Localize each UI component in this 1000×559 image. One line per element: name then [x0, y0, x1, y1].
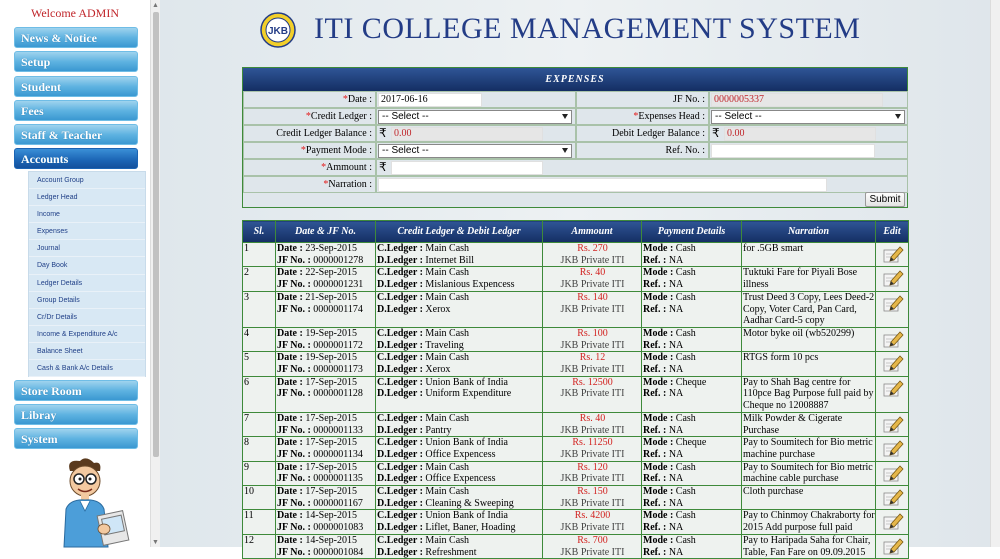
- edit-icon[interactable]: [882, 487, 904, 507]
- menu-student[interactable]: Student: [14, 76, 138, 97]
- app-title: ITI COLLEGE MANAGEMENT SYSTEM: [314, 12, 861, 45]
- menu-libray[interactable]: Libray: [14, 404, 138, 425]
- menu-staff-teacher[interactable]: Staff & Teacher: [14, 124, 138, 145]
- table-row: [243, 291, 909, 327]
- row-amount: Rs. 150 JKB Private ITI: [543, 486, 642, 510]
- row-edit: [876, 327, 909, 351]
- row-date-jf: Date : 17-Sep-2015 JF No. : 0000001135: [276, 461, 376, 485]
- page-scrollbar[interactable]: [990, 0, 1000, 547]
- edit-icon[interactable]: [882, 414, 904, 434]
- row-edit: [876, 376, 909, 412]
- date-label: *Date :: [243, 91, 376, 108]
- row-sl: 6: [243, 376, 276, 412]
- submenu-expenses[interactable]: Expenses: [29, 223, 145, 240]
- amount-input[interactable]: [391, 161, 543, 175]
- scroll-down-icon[interactable]: ▼: [152, 538, 159, 546]
- menu-news-notice[interactable]: News & Notice: [14, 27, 138, 48]
- submenu-income[interactable]: Income: [29, 206, 145, 223]
- menu-accounts[interactable]: Accounts: [14, 148, 138, 169]
- row-payment: Mode : Cheque Ref. : NA: [642, 437, 742, 461]
- row-ledger: C.Ledger : Union Bank of India D.Ledger : Office Expencess: [376, 437, 543, 461]
- header: [160, 10, 990, 50]
- submenu-journal[interactable]: Journal: [29, 240, 145, 257]
- submenu-income-expenditure[interactable]: Income & Expenditure A/c: [29, 326, 145, 343]
- table-row: [243, 461, 909, 485]
- row-edit: [876, 352, 909, 376]
- row-edit: [876, 412, 909, 436]
- row-payment: Mode : Cash Ref. : NA: [642, 461, 742, 485]
- submenu-balance-sheet[interactable]: Balance Sheet: [29, 343, 145, 360]
- row-ledger: C.Ledger : Main Cash D.Ledger : Traveling: [376, 327, 543, 351]
- sidebar-scroll-thumb[interactable]: [153, 12, 159, 457]
- row-sl: 9: [243, 461, 276, 485]
- row-amount: Rs. 100 JKB Private ITI: [543, 327, 642, 351]
- row-sl: 11: [243, 510, 276, 534]
- payment-mode-select[interactable]: -- Select --: [378, 144, 572, 158]
- ref-no-label: Ref. No. :: [576, 142, 709, 159]
- credit-balance-field: 0.00: [391, 127, 543, 141]
- row-date-jf: Date : 14-Sep-2015 JF No. : 0000001083: [276, 510, 376, 534]
- table-row: [243, 376, 909, 412]
- header-sl: Sl.: [243, 221, 276, 243]
- row-narration: for .5GB smart: [742, 243, 876, 267]
- table-row: [243, 437, 909, 461]
- row-ledger: C.Ledger : Main Cash D.Ledger : Xerox: [376, 352, 543, 376]
- table-row: [243, 352, 909, 376]
- table-row: [243, 486, 909, 510]
- row-ledger: C.Ledger : Main Cash D.Ledger : Cleaning & Sweeping: [376, 486, 543, 510]
- rupee-icon: ₹: [379, 126, 387, 140]
- edit-icon[interactable]: [882, 329, 904, 349]
- row-edit: [876, 267, 909, 291]
- row-amount: Rs. 700 JKB Private ITI: [543, 534, 642, 558]
- mascot-illustration: [56, 457, 140, 547]
- chevron-down-icon: [562, 114, 568, 119]
- menu-store-room[interactable]: Store Room: [14, 380, 138, 401]
- row-ledger: C.Ledger : Main Cash D.Ledger : Pantry: [376, 412, 543, 436]
- welcome-text: Welcome ADMIN: [30, 6, 119, 20]
- row-narration: Motor byke oil (wb520299): [742, 327, 876, 351]
- header-date-jf: Date & JF No.: [276, 221, 376, 243]
- row-sl: 12: [243, 534, 276, 558]
- row-narration: Pay to Soumitech for Bio metric machine cable purchase: [742, 461, 876, 485]
- form-title: EXPENSES: [243, 68, 907, 91]
- edit-icon[interactable]: [882, 378, 904, 398]
- row-narration: Tuktuki Fare for Piyali Bose illness: [742, 267, 876, 291]
- row-amount: Rs. 12500 JKB Private ITI: [543, 376, 642, 412]
- payment-mode-label: *Payment Mode :: [243, 142, 376, 159]
- row-ledger: C.Ledger : Union Bank of India D.Ledger : Liflet, Baner, Hoading: [376, 510, 543, 534]
- scroll-up-icon[interactable]: ▲: [152, 1, 159, 9]
- row-ledger: C.Ledger : Main Cash D.Ledger : Xerox: [376, 291, 543, 327]
- row-payment: Mode : Cheque Ref. : NA: [642, 376, 742, 412]
- rupee-icon: ₹: [712, 126, 720, 140]
- edit-icon[interactable]: [882, 463, 904, 483]
- sidebar-scrollbar[interactable]: [150, 0, 160, 547]
- row-payment: Mode : Cash Ref. : NA: [642, 486, 742, 510]
- submenu-ledger-details[interactable]: Ledger Details: [29, 275, 145, 292]
- debit-balance-field: 0.00: [724, 127, 876, 141]
- edit-icon[interactable]: [882, 268, 904, 288]
- row-ledger: C.Ledger : Main Cash D.Ledger : Internet Bill: [376, 243, 543, 267]
- row-date-jf: Date : 17-Sep-2015 JF No. : 0000001134: [276, 437, 376, 461]
- row-edit: [876, 510, 909, 534]
- row-payment: Mode : Cash Ref. : NA: [642, 267, 742, 291]
- table-row: [243, 267, 909, 291]
- table-row: [243, 243, 909, 267]
- row-narration: RTGS form 10 pcs: [742, 352, 876, 376]
- row-edit: [876, 461, 909, 485]
- row-payment: Mode : Cash Ref. : NA: [642, 243, 742, 267]
- row-edit: [876, 534, 909, 558]
- row-payment: Mode : Cash Ref. : NA: [642, 291, 742, 327]
- credit-ledger-label: *Credit Ledger :: [243, 108, 376, 125]
- row-date-jf: Date : 19-Sep-2015 JF No. : 0000001173: [276, 352, 376, 376]
- table-row: [243, 327, 909, 351]
- row-date-jf: Date : 14-Sep-2015 JF No. : 0000001084: [276, 534, 376, 558]
- expenses-form: [242, 67, 908, 208]
- header-edit: Edit: [876, 221, 909, 243]
- row-amount: Rs. 12 JKB Private ITI: [543, 352, 642, 376]
- submenu-group-details[interactable]: Group Details: [29, 292, 145, 309]
- row-amount: Rs. 11250 JKB Private ITI: [543, 437, 642, 461]
- ref-no-input[interactable]: [711, 144, 875, 158]
- table-row: [243, 534, 909, 558]
- chevron-down-icon: [895, 114, 901, 119]
- row-sl: 2: [243, 267, 276, 291]
- header-amount: Ammount: [543, 221, 642, 243]
- date-input[interactable]: 2017-06-16: [378, 93, 482, 107]
- row-payment: Mode : Cash Ref. : NA: [642, 412, 742, 436]
- credit-ledger-select[interactable]: -- Select --: [378, 110, 572, 124]
- logo-text: JKB: [267, 26, 289, 37]
- row-edit: [876, 291, 909, 327]
- header-payment: Payment Details: [642, 221, 742, 243]
- credit-balance-label: Credit Ledger Balance :: [243, 125, 376, 142]
- jf-label: JF No. :: [576, 91, 709, 108]
- row-amount: Rs. 40 JKB Private ITI: [543, 412, 642, 436]
- row-edit: [876, 437, 909, 461]
- row-amount: Rs. 140 JKB Private ITI: [543, 291, 642, 327]
- table-row: [243, 510, 909, 534]
- menu-setup[interactable]: Setup: [14, 51, 138, 72]
- row-edit: [876, 243, 909, 267]
- table-row: [243, 412, 909, 436]
- narration-label: *Narration :: [243, 176, 376, 193]
- row-date-jf: Date : 17-Sep-2015 JF No. : 0000001128: [276, 376, 376, 412]
- row-ledger: C.Ledger : Main Cash D.Ledger : Refreshment: [376, 534, 543, 558]
- row-edit: [876, 486, 909, 510]
- edit-icon[interactable]: [882, 353, 904, 373]
- submenu-day-book[interactable]: Day Book: [29, 257, 145, 274]
- row-payment: Mode : Cash Ref. : NA: [642, 534, 742, 558]
- row-sl: 5: [243, 352, 276, 376]
- row-sl: 7: [243, 412, 276, 436]
- header-narration: Narration: [742, 221, 876, 243]
- college-logo-icon: [260, 12, 296, 48]
- submenu-account-group[interactable]: Account Group: [29, 172, 145, 189]
- row-narration: Pay to Soumitech for Bio metric machine purchase: [742, 437, 876, 461]
- row-sl: 4: [243, 327, 276, 351]
- header-ledger: Credit Ledger & Debit Ledger: [376, 221, 543, 243]
- row-date-jf: Date : 21-Sep-2015 JF No. : 0000001174: [276, 291, 376, 327]
- row-payment: Mode : Cash Ref. : NA: [642, 352, 742, 376]
- row-ledger: C.Ledger : Union Bank of India D.Ledger : Uniform Expenditure: [376, 376, 543, 412]
- accounts-submenu: [28, 171, 146, 377]
- row-narration: Pay to Haripada Saha for Chair, Table, Fan Fare on 09.09.2015: [742, 534, 876, 558]
- row-amount: Rs. 4200 JKB Private ITI: [543, 510, 642, 534]
- main-content: [160, 0, 990, 558]
- row-ledger: C.Ledger : Main Cash D.Ledger : Office Expencess: [376, 461, 543, 485]
- row-date-jf: Date : 23-Sep-2015 JF No. : 0000001278: [276, 243, 376, 267]
- row-sl: 8: [243, 437, 276, 461]
- row-date-jf: Date : 19-Sep-2015 JF No. : 0000001172: [276, 327, 376, 351]
- row-sl: 1: [243, 243, 276, 267]
- row-date-jf: Date : 17-Sep-2015 JF No. : 0000001133: [276, 412, 376, 436]
- row-sl: 10: [243, 486, 276, 510]
- submenu-cr-dr-details[interactable]: Cr/Dr Details: [29, 309, 145, 326]
- expenses-head-label: *Expenses Head :: [576, 108, 709, 125]
- edit-icon[interactable]: [882, 244, 904, 264]
- chevron-down-icon: [562, 148, 568, 153]
- rupee-icon: ₹: [379, 160, 387, 174]
- debit-balance-label: Debit Ledger Balance :: [576, 125, 709, 142]
- row-narration: Pay to Shah Bag centre for 110pce Bag Purpose full paid by Cheque no 12008887: [742, 376, 876, 412]
- row-amount: Rs. 40 JKB Private ITI: [543, 267, 642, 291]
- row-date-jf: Date : 17-Sep-2015 JF No. : 0000001167: [276, 486, 376, 510]
- edit-icon[interactable]: [882, 511, 904, 531]
- submenu-ledger-head[interactable]: Ledger Head: [29, 189, 145, 206]
- edit-icon[interactable]: [882, 536, 904, 556]
- row-amount: Rs. 270 JKB Private ITI: [543, 243, 642, 267]
- menu-fees[interactable]: Fees: [14, 100, 138, 121]
- edit-icon[interactable]: [882, 438, 904, 458]
- menu-system[interactable]: System: [14, 428, 138, 449]
- row-ledger: C.Ledger : Main Cash D.Ledger : Mislanious Expencess: [376, 267, 543, 291]
- sidebar: [0, 0, 150, 547]
- submit-button[interactable]: Submit: [865, 192, 905, 207]
- row-narration: Cloth purchase: [742, 486, 876, 510]
- amount-label: *Ammount :: [243, 159, 376, 176]
- row-amount: Rs. 120 JKB Private ITI: [543, 461, 642, 485]
- row-narration: Trust Deed 3 Copy, Lees Deed-2 Copy, Voter Card, Pan Card, Aadhar Card-5 copy: [743, 291, 875, 327]
- row-payment: Mode : Cash Ref. : NA: [642, 327, 742, 351]
- expenses-table: [242, 220, 908, 558]
- jf-number-field: 0000005337: [711, 93, 883, 107]
- row-payment: Mode : Cash Ref. : NA: [642, 510, 742, 534]
- row-narration: Milk Powder & Cigerate Purchase: [742, 412, 876, 436]
- row-date-jf: Date : 22-Sep-2015 JF No. : 0000001231: [276, 267, 376, 291]
- expenses-head-select[interactable]: -- Select --: [711, 110, 905, 124]
- row-sl: 3: [243, 291, 276, 327]
- submenu-cash-bank-details[interactable]: Cash & Bank A/c Details: [29, 360, 145, 377]
- edit-icon[interactable]: [882, 293, 904, 313]
- narration-input[interactable]: [378, 178, 827, 192]
- row-narration: Pay to Chinmoy Chakraborty for 2015 Add purpose full paid: [743, 510, 875, 534]
